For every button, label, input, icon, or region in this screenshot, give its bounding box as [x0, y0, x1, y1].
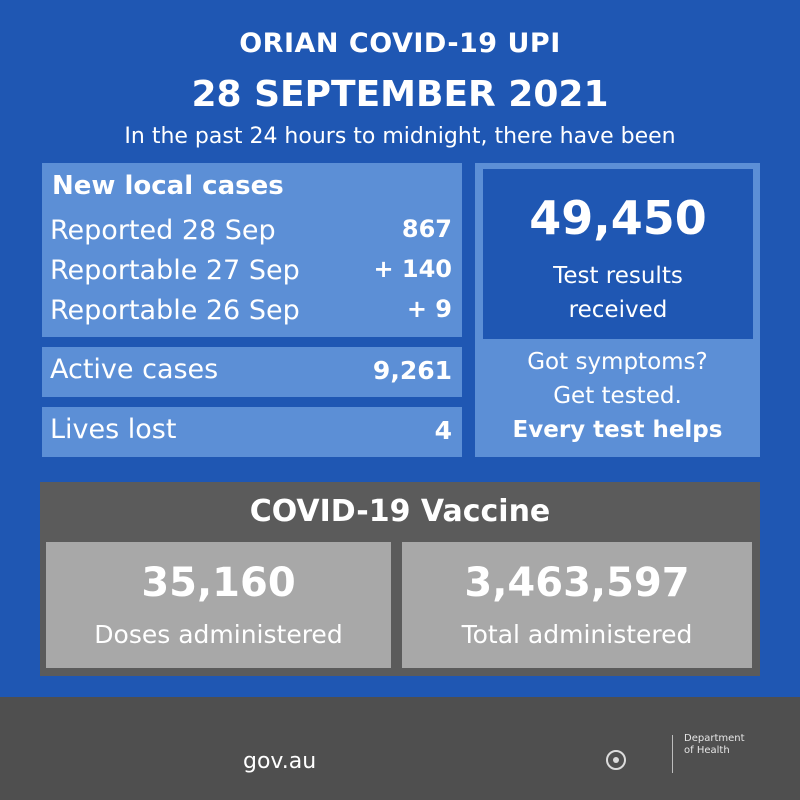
tests-label	[483, 259, 753, 327]
local-cases-title: New local cases	[52, 171, 284, 201]
case-row	[50, 295, 452, 331]
lives-lost-panel	[42, 407, 462, 457]
active-cases-label: Active cases	[50, 354, 219, 385]
lives-lost-value: 4	[434, 416, 452, 445]
symptoms-line: Got symptoms?	[527, 349, 708, 375]
total-value: 3,463,597	[464, 560, 690, 606]
tests-box	[483, 169, 753, 339]
department-label	[684, 733, 745, 757]
doses-box	[46, 542, 391, 668]
footer	[0, 697, 800, 800]
local-cases-panel	[42, 163, 462, 337]
tests-number: 49,450	[529, 191, 707, 245]
department-line: of Health	[684, 745, 730, 756]
state-logo-icon	[605, 749, 627, 771]
case-row-label: Reportable 27 Sep	[50, 255, 300, 286]
tests-label-line: Test results	[553, 263, 683, 289]
symptoms-line: Get tested.	[553, 383, 682, 409]
header-date: 28 SEPTEMBER 2021	[191, 74, 609, 115]
symptoms-message	[475, 345, 760, 447]
total-box	[402, 542, 752, 668]
case-row	[50, 215, 452, 251]
footer-url: gov.au	[243, 749, 317, 774]
department-line: Department	[684, 733, 745, 744]
footer-divider	[672, 735, 673, 773]
vaccine-panel	[40, 482, 760, 676]
doses-value: 35,160	[141, 560, 296, 606]
lives-lost-label: Lives lost	[50, 414, 177, 445]
case-row-value: + 140	[373, 255, 452, 283]
case-row-value: + 9	[406, 295, 452, 323]
case-row-label: Reported 28 Sep	[50, 215, 276, 246]
doses-label: Doses administered	[94, 620, 343, 649]
tests-label-line: received	[568, 297, 668, 323]
tests-panel	[475, 163, 760, 457]
case-row-label: Reportable 26 Sep	[50, 295, 300, 326]
header-subtitle: In the past 24 hours to midnight, there have been	[124, 124, 676, 149]
active-cases-value: 9,261	[372, 356, 452, 385]
case-row	[50, 255, 452, 291]
vaccine-title: COVID-19 Vaccine	[249, 494, 551, 529]
header-title: ORIAN COVID-19 UPI	[239, 28, 561, 59]
total-label: Total administered	[461, 620, 693, 649]
active-cases-panel	[42, 347, 462, 397]
case-row-value: 867	[401, 215, 452, 243]
symptoms-line: Every test helps	[512, 417, 723, 443]
